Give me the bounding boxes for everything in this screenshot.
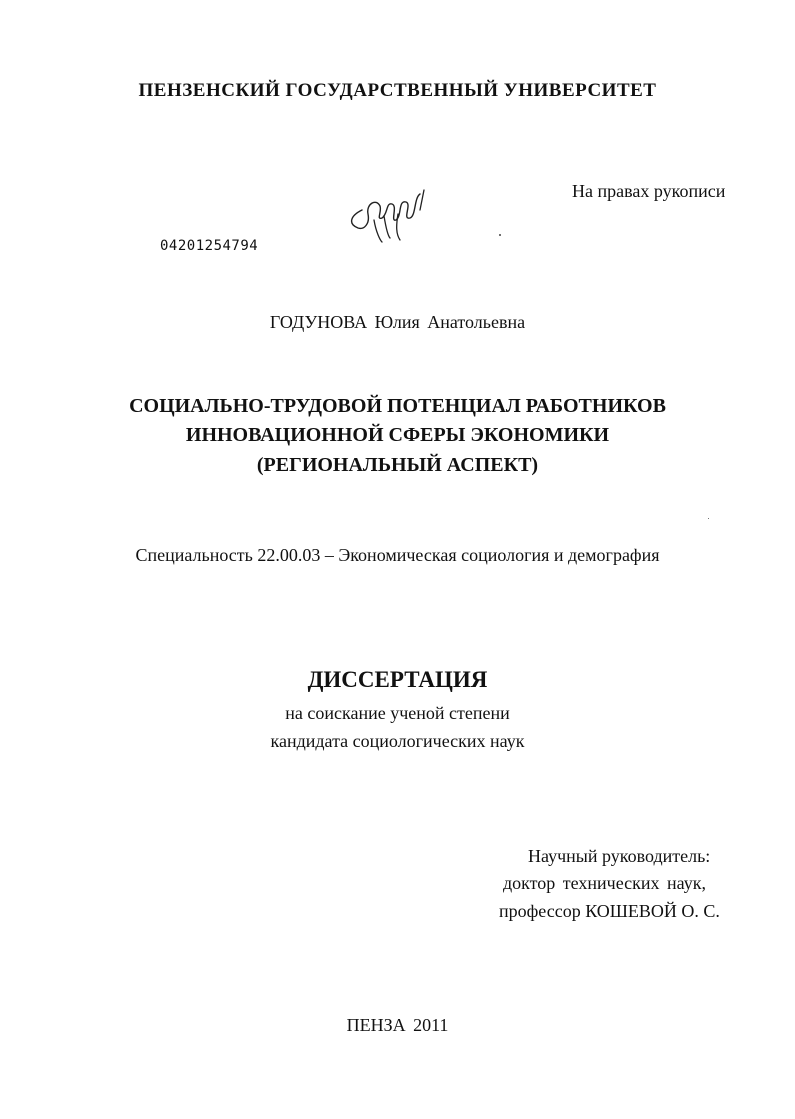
dissertation-title-line: ИННОВАЦИОННОЙ СФЕРЫ ЭКОНОМИКИ [185,424,610,446]
speck [708,518,709,519]
city-year: ПЕНЗА 2011 [346,1015,449,1035]
supervisor-name: профессор КОШЕВОЙ О. С. [499,901,720,921]
specialty: Специальность 22.00.03 – Экономическая социология и демография [135,545,660,565]
author-name: ГОДУНОВА Юлия Анатольевна [269,312,526,332]
document-type-heading: ДИССЕРТАЦИЯ [307,667,488,692]
degree-line: на соискание ученой степени [285,703,510,723]
dissertation-title-line: (РЕГИОНАЛЬНЫЙ АСПЕКТ) [256,454,539,476]
supervisor-label: Научный руководитель: [528,846,711,866]
university-name: ПЕНЗЕНСКИЙ ГОСУДАРСТВЕННЫЙ УНИВЕРСИТЕТ [138,80,657,101]
dissertation-title-line: СОЦИАЛЬНО-ТРУДОВОЙ ПОТЕНЦИАЛ РАБОТНИКОВ [129,395,666,417]
registration-code: 04201254794 [160,238,259,254]
rights-note: На правах рукописи [572,181,726,201]
speck [499,234,501,236]
signature [340,180,440,250]
degree-line: кандидата социологических наук [270,731,525,751]
supervisor-degree: доктор технических наук, [503,873,706,893]
